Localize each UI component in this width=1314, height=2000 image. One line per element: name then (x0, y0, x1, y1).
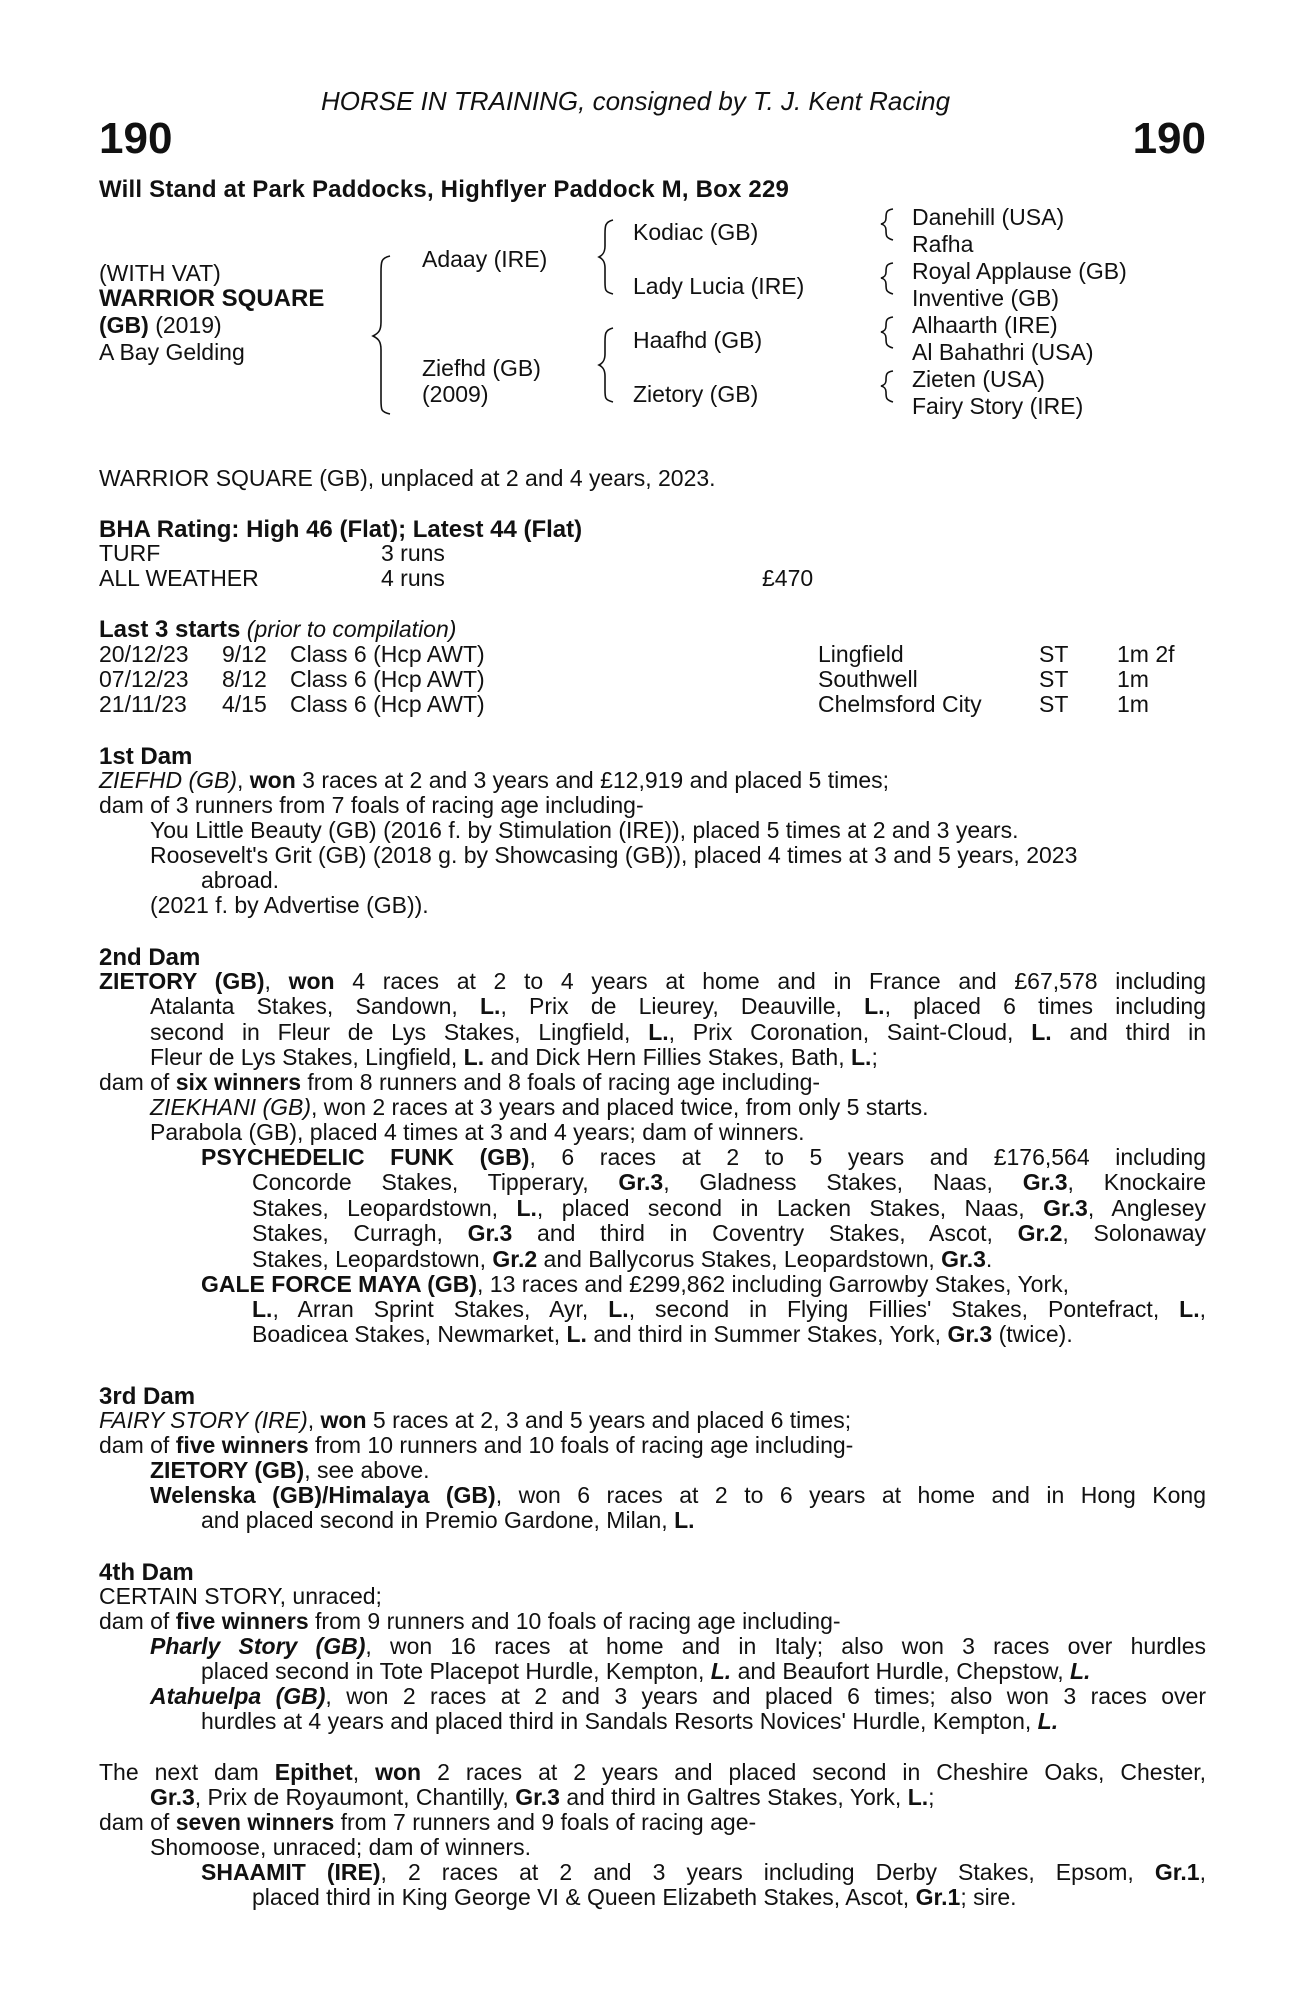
pedigree-dam-dam: Zietory (GB) (633, 381, 759, 407)
horse-name: WARRIOR SQUARE (99, 285, 325, 312)
text: and Ballycorus Stakes, Leopardstown, (537, 1246, 935, 1272)
text: dam of (99, 1608, 170, 1634)
progeny-name: Pharly Story (GB) (150, 1633, 366, 1659)
grade: L. (516, 1194, 537, 1221)
start-position: 9/12 (222, 641, 267, 667)
text: . (985, 1246, 993, 1272)
grade: L. (1179, 1296, 1200, 1322)
text: , 13 races and £299,862 including Garrowby Stakes, York, (477, 1271, 1070, 1297)
text: and third in Summer Stakes, York, (586, 1321, 942, 1347)
text: and third in (1051, 1018, 1207, 1045)
start-distance: 1m 2f (1117, 641, 1175, 667)
grade: Gr.2 (1017, 1220, 1063, 1246)
progeny-name: ZIEKHANI (GB) (150, 1094, 312, 1120)
page-title: HORSE IN TRAINING, consigned by T. J. Kent Racing (321, 86, 951, 116)
text: 5 races at 2, 3 and 5 years and placed 6 times; (372, 1407, 852, 1433)
third-dam-name: FAIRY STORY (IRE) (99, 1407, 308, 1433)
horse-country: (GB) (99, 312, 149, 338)
text: , Prix de Royaumont, Chantilly, (194, 1784, 509, 1810)
text: Concorde Stakes, Tipperary, (252, 1169, 589, 1195)
won-label: won (320, 1407, 367, 1433)
text: and Beaufort Hurdle, Chepstow, (731, 1658, 1064, 1684)
start-course: Lingfield (818, 641, 904, 667)
progeny-name: GALE FORCE MAYA (GB) (201, 1271, 478, 1297)
horse-description: A Bay Gelding (99, 339, 245, 365)
text: ; (871, 1044, 878, 1070)
pedigree-g3: Royal Applause (GB) (912, 258, 1127, 284)
pedigree-g6: Al Bahathri (USA) (912, 339, 1094, 365)
start-course: Chelmsford City (818, 691, 982, 717)
pedigree-sire-dam: Lady Lucia (IRE) (633, 273, 805, 299)
text: 4 races at 2 to 4 years at home and in France and £67,578 including (352, 968, 1207, 994)
progeny-name: ZIETORY (GB) (150, 1457, 305, 1483)
text: , won 16 races at home and in Italy; also won 3 races over hurdles (365, 1633, 1206, 1659)
psychedelic-funk-record-cont (252, 1170, 1206, 1247)
bha-rating: BHA Rating: High 46 (Flat); Latest 44 (Flat) (99, 516, 583, 543)
won-label: won (288, 968, 335, 994)
text: , (1199, 1296, 1206, 1322)
grade: Gr.1 (1154, 1859, 1200, 1885)
text: hurdles at 4 years and placed third in Sandals Resorts Novices' Hurdle, Kempton, (201, 1708, 1032, 1734)
grade: L. (463, 1044, 485, 1070)
grade: L. (907, 1784, 929, 1810)
won-label: won (249, 767, 296, 793)
progeny-line (150, 1634, 1206, 1660)
vat-label: (WITH VAT) (99, 260, 221, 286)
text: 2 races at 2 years and placed second in Cheshire Oaks, Chester, (437, 1759, 1207, 1785)
start-date: 21/11/23 (99, 691, 187, 717)
text: and placed second in Premio Gardone, Milan, (201, 1507, 668, 1533)
text: , placed second in Lacken Stakes, Naas, (536, 1194, 1025, 1221)
text: , Prix Coronation, Saint-Cloud, (668, 1018, 1014, 1045)
lot-number-right: 190 (1132, 114, 1206, 163)
start-going: ST (1039, 666, 1069, 692)
start-going: ST (1039, 641, 1069, 667)
pedigree-g1: Danehill (USA) (912, 204, 1065, 230)
text: , Prix de Lieurey, Deauville, (500, 993, 842, 1019)
text: Stakes, Leopardstown, (252, 1194, 499, 1221)
text: Stakes, Leopardstown, (252, 1246, 486, 1272)
start-course: Southwell (818, 666, 918, 692)
winners-count: six winners (175, 1069, 301, 1095)
gale-force-maya-record (201, 1272, 1069, 1297)
shaamit-record (201, 1860, 1206, 1886)
progeny-line-cont (201, 1508, 695, 1533)
pedigree-sire: Adaay (IRE) (422, 246, 548, 272)
grade: L. (648, 1018, 669, 1045)
text: ; (928, 1784, 935, 1810)
third-dam-record: FAIRY STORY (IRE), won 5 races at 2, 3 and 5 years and placed 6 times; (99, 1407, 852, 1433)
grade: Gr.3 (467, 1220, 513, 1246)
grade: Gr.2 (492, 1246, 538, 1272)
text: , won 6 races at 2 to 6 years at home and in Hong Kong (495, 1482, 1206, 1508)
start-class: Class 6 (Hcp AWT) (290, 691, 485, 717)
last-starts-title: Last 3 starts (99, 616, 241, 643)
text: Fleur de Lys Stakes, Lingfield, (150, 1044, 458, 1070)
text: , won 2 races at 2 and 3 years and placed 6 times; also won 3 races over (325, 1683, 1206, 1709)
text: , 6 races at 2 to 5 years and £176,564 including (529, 1144, 1206, 1170)
start-class: Class 6 (Hcp AWT) (290, 641, 485, 667)
third-dam-heading: 3rd Dam (99, 1383, 196, 1410)
grade: L. (864, 993, 885, 1019)
next-dam-record (99, 1760, 1206, 1786)
pedigree-g4: Inventive (GB) (912, 285, 1059, 311)
text: and third in Coventry Stakes, Ascot, (512, 1220, 993, 1246)
start-date: 20/12/23 (99, 641, 189, 667)
progeny-line: Shomoose, unraced; dam of winners. (150, 1834, 531, 1860)
last-starts-heading (99, 617, 456, 642)
second-dam-record-cont (150, 994, 1206, 1045)
first-dam-produce: dam of 3 runners from 7 foals of racing age including- (99, 792, 644, 818)
start-distance: 1m (1117, 691, 1149, 717)
start-position: 4/15 (222, 691, 267, 717)
winners-count: five winners (175, 1432, 309, 1458)
text: , won 2 races at 3 years and placed twice, from only 5 starts. (311, 1094, 929, 1120)
text: Stakes, Curragh, (252, 1220, 443, 1246)
pedigree-dam-sire: Haafhd (GB) (633, 327, 763, 353)
gale-force-maya-record-end (252, 1322, 1073, 1347)
pedigree-g2: Rafha (912, 231, 974, 257)
text: dam of (99, 1432, 170, 1458)
text: (twice). (992, 1321, 1073, 1347)
start-class: Class 6 (Hcp AWT) (290, 666, 485, 692)
progeny-line: You Little Beauty (GB) (2016 f. by Stimulation (IRE)), placed 5 times at 2 and 3 years. (150, 817, 1019, 843)
progeny-line (150, 1458, 430, 1483)
progeny-line: (2021 f. by Advertise (GB)). (150, 892, 429, 918)
text: from 8 runners and 8 foals of racing age including- (307, 1069, 821, 1095)
second-dam-record: ZIETORY (GB), won 4 races at 2 to 4 years at home and in France and £67,578 including (99, 968, 1207, 994)
second-dam-heading: 2nd Dam (99, 944, 201, 971)
grade: L. (479, 993, 501, 1019)
progeny-line (150, 1684, 1206, 1710)
start-position: 8/12 (222, 666, 267, 692)
second-dam-record-end (150, 1045, 878, 1070)
progeny-line (150, 1483, 1206, 1509)
grade: Gr.3 (947, 1321, 993, 1347)
text: , second in Flying Fillies' Stakes, Pontefract, (628, 1296, 1160, 1322)
pedigree-g7: Zieten (USA) (912, 366, 1045, 392)
text: Atalanta Stakes, Sandown, (150, 993, 458, 1019)
text: second in Fleur de Lys Stakes, Lingfield, (150, 1018, 631, 1045)
grade: Gr.3 (1022, 1169, 1068, 1195)
grade: L. (1037, 1708, 1059, 1734)
won-label: won (375, 1759, 422, 1785)
pedigree-dam-year: (2009) (422, 381, 489, 407)
grade: Gr.1 (915, 1884, 961, 1910)
start-going: ST (1039, 691, 1069, 717)
progeny-line-cont (201, 1709, 1058, 1734)
pedigree-dam: Ziefhd (GB) (422, 355, 541, 381)
grade: L. (608, 1296, 629, 1322)
progeny-line: Parabola (GB), placed 4 times at 3 and 4 years; dam of winners. (150, 1119, 805, 1145)
winners-count: seven winners (175, 1809, 335, 1835)
fourth-dam-record: CERTAIN STORY, unraced; (99, 1583, 382, 1609)
progeny-name: Atahuelpa (GB) (150, 1683, 326, 1709)
text: dam of (99, 1069, 170, 1095)
race-summary: WARRIOR SQUARE (GB), unplaced at 2 and 4 years, 2023. (99, 465, 716, 491)
first-dam-heading: 1st Dam (99, 743, 193, 770)
text: , Knockaire (1067, 1169, 1207, 1195)
text: , Arran Sprint Stakes, Ayr, (272, 1296, 589, 1322)
lot-number-left: 190 (99, 114, 173, 163)
text: , (1199, 1859, 1206, 1885)
grade: L. (1070, 1658, 1091, 1684)
start-date: 07/12/23 (99, 666, 189, 692)
grade: L. (674, 1507, 695, 1533)
text: The next dam (99, 1759, 259, 1785)
text: , Gladness Stakes, Naas, (663, 1169, 993, 1195)
fourth-dam-heading: 4th Dam (99, 1559, 194, 1586)
fourth-dam-produce (99, 1609, 841, 1634)
text: , (352, 1759, 360, 1785)
turf-runs: 3 runs (381, 540, 445, 566)
progeny-line-cont: abroad. (201, 867, 280, 893)
grade: L. (850, 1044, 872, 1070)
text: placed second in Tote Placepot Hurdle, Kempton, (201, 1658, 705, 1684)
first-dam-record: 3 races at 2 and 3 years and £12,919 and placed 5 times; (302, 767, 890, 793)
turf-label: TURF (99, 540, 161, 566)
third-dam-produce (99, 1433, 853, 1458)
text: , see above. (304, 1457, 430, 1483)
progeny-name: SHAAMIT (IRE) (201, 1859, 381, 1885)
grade: L. (566, 1321, 587, 1347)
grade: Gr.3 (150, 1784, 195, 1810)
grade: L. (1031, 1018, 1052, 1045)
text: , Anglesey (1087, 1194, 1207, 1221)
pedigree-g5: Alhaarth (IRE) (912, 312, 1058, 338)
all-weather-prize: £470 (762, 565, 814, 591)
next-dam-record-cont (150, 1785, 935, 1810)
progeny-name: PSYCHEDELIC FUNK (GB) (201, 1144, 530, 1170)
text: , placed 6 times including (884, 993, 1207, 1019)
text: dam of (99, 1809, 170, 1835)
last-starts-note: (prior to compilation) (246, 616, 457, 642)
text: from 10 runners and 10 foals of racing age including- (315, 1432, 854, 1458)
pedigree-g8: Fairy Story (IRE) (912, 393, 1084, 419)
all-weather-label: ALL WEATHER (99, 565, 259, 591)
text: and Dick Hern Fillies Stakes, Bath, (484, 1044, 845, 1070)
text: , Solonaway (1062, 1220, 1206, 1246)
gale-force-maya-record-cont (252, 1297, 1206, 1323)
all-weather-runs: 4 runs (381, 565, 445, 591)
text: , 2 races at 2 and 3 years including Derby Stakes, Epsom, (380, 1859, 1134, 1885)
grade: L. (710, 1658, 732, 1684)
progeny-name: Welenska (GB)/Himalaya (GB) (150, 1482, 496, 1508)
grade: L. (252, 1296, 273, 1322)
shaamit-record-cont (252, 1885, 1017, 1910)
text: from 9 runners and 10 foals of racing age including- (315, 1608, 841, 1634)
grade: Gr.3 (515, 1784, 560, 1810)
psychedelic-funk-record (201, 1145, 1206, 1171)
grade: Gr.3 (618, 1169, 664, 1195)
text: from 7 runners and 9 foals of racing age- (340, 1809, 757, 1835)
progeny-line (150, 1095, 928, 1120)
winners-count: five winners (175, 1608, 309, 1634)
text: and third in Galtres Stakes, York, (559, 1784, 902, 1810)
text: ; sire. (960, 1884, 1017, 1910)
next-dam-name: Epithet (274, 1759, 353, 1785)
horse-year: (2019) (155, 312, 222, 338)
progeny-line: Roosevelt's Grit (GB) (2018 g. by Showcasing (GB)), placed 4 times at 3 and 5 years, 2023 (150, 842, 1078, 868)
first-dam-name: ZIEFHD (GB) (99, 767, 237, 793)
second-dam-name: ZIETORY (GB) (99, 968, 265, 994)
psychedelic-funk-record-end (252, 1247, 992, 1272)
grade: Gr.3 (941, 1246, 986, 1272)
start-distance: 1m (1117, 666, 1149, 692)
first-dam-line: ZIEFHD (GB), won 3 races at 2 and 3 years and £12,919 and placed 5 times; (99, 767, 890, 793)
text: Boadicea Stakes, Newmarket, (252, 1321, 561, 1347)
next-dam-produce (99, 1810, 756, 1835)
progeny-line-cont (201, 1659, 1090, 1684)
grade: Gr.3 (1043, 1194, 1088, 1221)
stand-location: Will Stand at Park Paddocks, Highflyer Paddock M, Box 229 (99, 176, 790, 203)
pedigree-braces (0, 0, 1314, 430)
text: placed third in King George VI & Queen Elizabeth Stakes, Ascot, (252, 1884, 910, 1910)
second-dam-produce (99, 1070, 820, 1095)
pedigree-sire-sire: Kodiac (GB) (633, 219, 759, 245)
